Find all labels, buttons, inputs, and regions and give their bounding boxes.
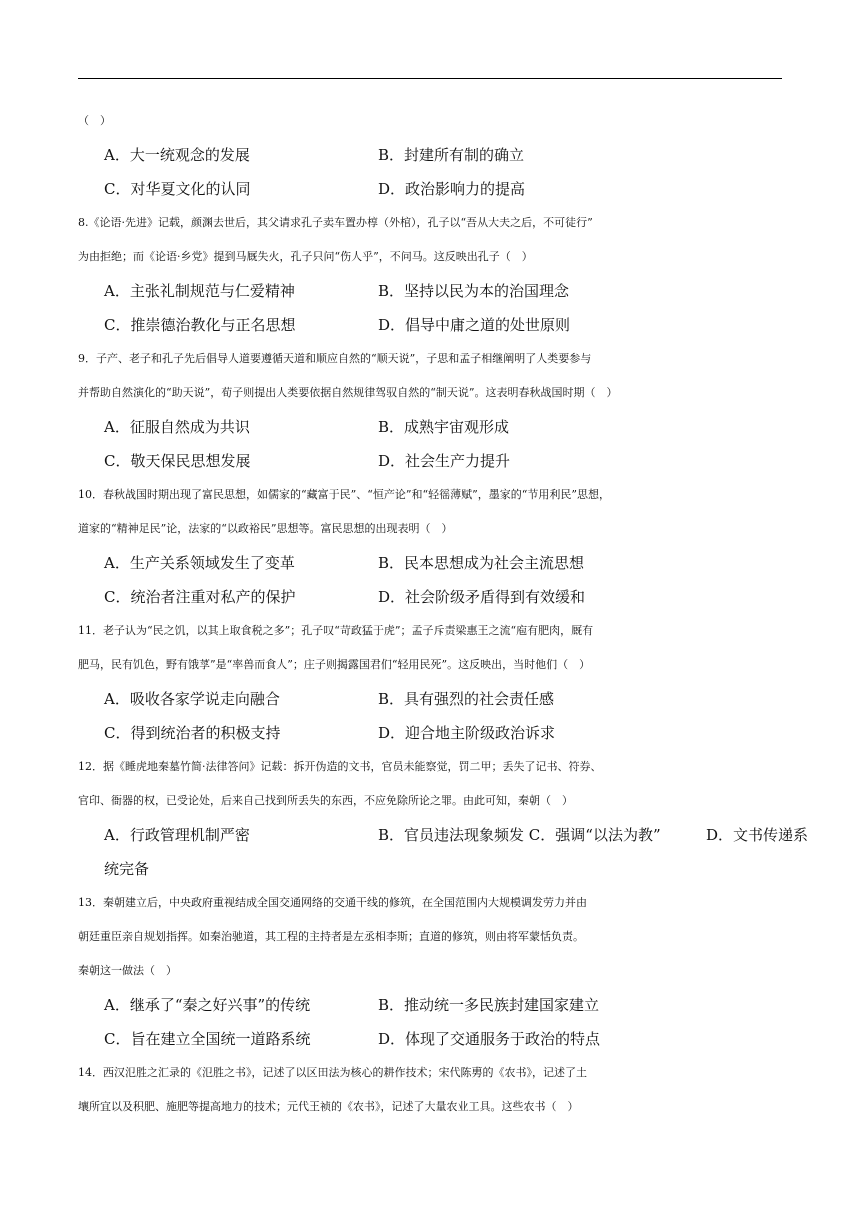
q12-stem-line1: 12．据《睡虎地秦墓竹简·法律答问》记载：拆开伪造的文书，官员未能察觉，罚二甲；丢失了记书、符券、 xyxy=(78,760,602,773)
q10-option-a: A．生产关系领域发生了变革 xyxy=(104,554,295,572)
q8-option-c: C．推崇德治教化与正名思想 xyxy=(104,316,296,334)
q7-option-d: D．政治影响力的提高 xyxy=(378,180,526,198)
q10-option-b: B．民本思想成为社会主流思想 xyxy=(378,554,585,572)
q12-options-row1 xyxy=(78,818,809,852)
q11-option-a: A．吸收各家学说走向融合 xyxy=(104,690,280,708)
q11-option-b: B．具有强烈的社会责任感 xyxy=(378,690,555,708)
q13-options-row2 xyxy=(78,1022,788,1056)
q14-stem-line2: 壤所宜以及积肥、施肥等提高地力的技术；元代王祯的《农书》，记述了大量农业工具。这些农书（ ） xyxy=(78,1100,579,1113)
q11-option-c: C．得到统治者的积极支持 xyxy=(104,724,281,742)
q10-stem-line2: 道家的“精神足民”论，法家的“以政裕民”思想等。富民思想的出现表明（ ） xyxy=(78,522,453,535)
question-list xyxy=(78,104,809,1124)
q10-stem-line1: 10．春秋战国时期出现了富民思想，如儒家的“藏富于民”、“恒产论”和“轻徭薄赋”，墨家的“节用利民”思想， xyxy=(78,488,610,501)
header-rule xyxy=(78,78,782,79)
q12-option-b-c: B．官员违法现象频发 C．强调“以法为教” xyxy=(378,826,661,844)
q8-option-a: A．主张礼制规范与仁爱精神 xyxy=(104,282,295,300)
q8-options-row1 xyxy=(78,274,788,308)
q9-option-c: C．敬天保民思想发展 xyxy=(104,452,251,470)
q10-options-row2 xyxy=(78,580,788,614)
q13-option-c: C．旨在建立全国统一道路系统 xyxy=(104,1030,311,1048)
q11-stem-line1: 11．老子认为“民之饥，以其上取食税之多”；孔子叹“苛政猛于虎”；孟子斥责梁惠王之流“庖有肥肉，厩有 xyxy=(78,624,594,637)
q8-option-b: B．坚持以民为本的治国理念 xyxy=(378,282,570,300)
q12-option-a: A．行政管理机制严密 xyxy=(104,826,250,844)
q9-option-b: B．成熟宇宙观形成 xyxy=(378,418,510,436)
q7-option-a: A．大一统观念的发展 xyxy=(104,146,250,164)
q13-option-b: B．推动统一多民族封建国家建立 xyxy=(378,996,600,1014)
q9-stem-line2: 并帮助自然演化的“助天说”，荀子则提出人类要依据自然规律驾驭自然的“制天说”。这表明春秋战国时期（ ） xyxy=(78,386,618,399)
q12-option-d-continued: 统完备 xyxy=(104,860,150,878)
q7-options-row2 xyxy=(78,172,788,206)
q9-option-a: A．征服自然成为共识 xyxy=(104,418,250,436)
q11-options-row2 xyxy=(78,716,788,750)
q13-option-a: A．继承了“秦之好兴事”的传统 xyxy=(104,996,311,1014)
q14-stem-line1: 14．西汉氾胜之汇录的《氾胜之书》，记述了以区田法为核心的耕作技术；宋代陈旉的《农书》，记述了土 xyxy=(78,1066,587,1079)
q7-tail: （ ） xyxy=(78,114,111,127)
q13-stem-line3: 秦朝这一做法（ ） xyxy=(78,964,177,977)
q12-stem-line2: 官印、衙器的权，已受论处，后来自己找到所丢失的东西，不应免除所论之罪。由此可知，秦朝（ ） xyxy=(78,794,573,807)
q8-options-row2 xyxy=(78,308,788,342)
q10-option-d: D．社会阶级矛盾得到有效缓和 xyxy=(378,588,586,606)
q9-options-row1 xyxy=(78,410,788,444)
q9-option-d: D．社会生产力提升 xyxy=(378,452,511,470)
q9-options-row2 xyxy=(78,444,788,478)
q10-options-row1 xyxy=(78,546,788,580)
q12-option-d-continued-row xyxy=(78,852,788,886)
q11-stem-line2: 肥马，民有饥色，野有饿莩”是“率兽而食人”；庄子则揭露国君们“轻用民死”。这反映出，当时他们（ ） xyxy=(78,658,591,671)
q11-options-row1 xyxy=(78,682,788,716)
q13-option-d: D．体现了交通服务于政治的特点 xyxy=(378,1030,601,1048)
q13-stem-line2: 朝廷重臣亲自规划指挥。如秦治驰道，其工程的主持者是左丞相李斯；直道的修筑，则由将军蒙恬负责。 xyxy=(78,930,584,943)
q12-option-d: D．文书传递系 xyxy=(706,826,809,844)
q7-option-c: C．对华夏文化的认同 xyxy=(104,180,251,198)
q13-options-row1 xyxy=(78,988,788,1022)
q7-option-b: B．封建所有制的确立 xyxy=(378,146,525,164)
q10-option-c: C．统治者注重对私产的保护 xyxy=(104,588,296,606)
q13-stem-line1: 13．秦朝建立后，中央政府重视结成全国交通网络的交通干线的修筑，在全国范围内大规模调发劳力并由 xyxy=(78,896,587,909)
q8-stem-line2: 为由拒绝；而《论语·乡党》提到马厩失火，孔子只问“伤人乎”，不问马。这反映出孔子（ ） xyxy=(78,250,533,263)
q8-stem-line1: 8.《论语·先进》记载，颜渊去世后，其父请求孔子卖车置办椁（外棺），孔子以“吾从大夫之后，不可徒行” xyxy=(78,216,593,229)
q8-option-d: D．倡导中庸之道的处世原则 xyxy=(378,316,571,334)
q9-stem-line1: 9．子产、老子和孔子先后倡导人道要遵循天道和顺应自然的“顺天说”，子思和孟子相继阐明了人类要参与 xyxy=(78,352,592,365)
q7-options-row1 xyxy=(78,138,788,172)
q11-option-d: D．迎合地主阶级政治诉求 xyxy=(378,724,556,742)
